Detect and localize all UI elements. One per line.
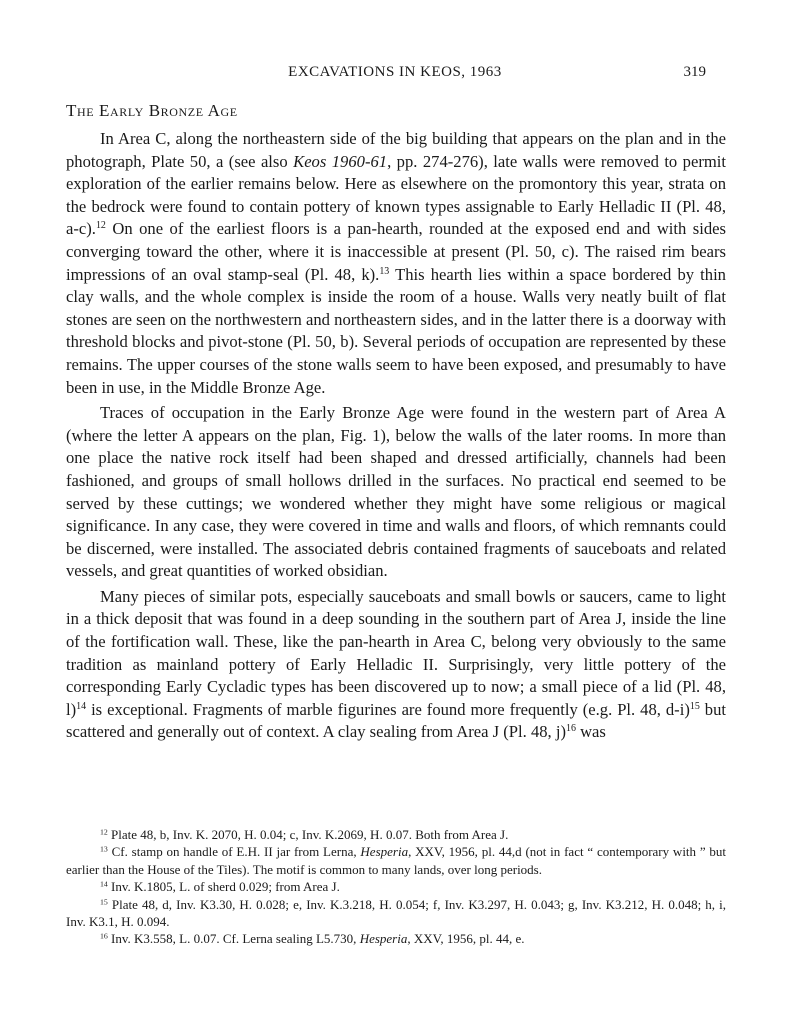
footnote-12 — [66, 826, 726, 843]
paragraph-text: , pp. 274-276), late walls were removed to permit exploration of the earlier remains below. Here as elsewhere on the promontory this year, strata on the bedrock were found to contain pottery of known types assignable to Early Helladic II (Pl. 48, a-c). — [66, 151, 726, 239]
footnote-text: Plate 48, b, Inv. K. 2070, H. 0.04; c, Inv. K.2069, H. 0.07. Both from Area J. — [111, 827, 509, 842]
paragraph-2: Traces of occupation in the Early Bronze Age were found in the western part of Area A (where the letter A appears on the plan, Fig. 1), below the walls of the later rooms. In more than one place the native rock itself had been shaped and dressed artificially, channels had been fashioned, and groups of small hollows drilled in the surfaces. No practical end seemed to be served by these cuttings; we wondered whether they might have some religious or magical significance. In any case, they were covered in time and walls and floors, of which remnants could be discerned, were installed. The associated debris contained fragments of sauceboats and related vessels, and great quantities of worked obsidian. — [66, 403, 726, 581]
page-header — [0, 64, 790, 84]
italic-title: Keos 1960-61 — [293, 151, 388, 171]
page-number: 319 — [683, 64, 706, 80]
footnote-number: 13 — [100, 844, 108, 854]
paragraph-text: In Area C, along the northeastern side of the big building that appears on the plan and in the photograph, Plate 50, a (see also — [66, 129, 726, 171]
footnote-text: Inv. K3.558, L. 0.07. Cf. Lerna sealing L5.730, — [111, 931, 360, 947]
footnote-text: Plate 48, d, Inv. K3.30, H. 0.028; e, Inv. K.3.218, H. 0.054; f, Inv. K3.297, H. 0.043; g, Inv. K3.212, H. 0.048; h, i, Inv. K3.1, H. 0.094. — [66, 896, 727, 930]
footnote-number: 16 — [100, 931, 108, 941]
paragraph-text: is exceptional. Fragments of marble figurines are found more frequently (e.g. Pl. 48, d-i) — [86, 699, 690, 719]
paragraph-text: was — [575, 722, 606, 742]
paragraph-3 — [66, 586, 726, 744]
footnote-text: , XXV, 1956, pl. 44,d (not in fact “ contemporary with ” but earlier than the House of the Tiles). The motif is common to many lands, over long periods. — [66, 844, 727, 877]
footnote-ref-16[interactable]: 16 — [565, 723, 576, 735]
footnote-number: 14 — [100, 879, 108, 889]
footnote-16 — [66, 930, 726, 947]
journal-title: Hesperia — [359, 931, 408, 947]
section-title: The Early Bronze Age — [66, 101, 238, 120]
footnote-text: , XXV, 1956, pl. 44, e. — [407, 931, 525, 947]
footnote-ref-13[interactable]: 13 — [379, 265, 390, 277]
footnote-ref-15[interactable]: 15 — [689, 700, 700, 712]
footnote-number: 15 — [100, 896, 108, 906]
footnote-number: 12 — [100, 827, 108, 837]
footnote-13 — [66, 843, 726, 878]
footnote-14 — [66, 878, 726, 895]
footnote-text: Inv. K.1805, L. of sherd 0.029; from Area J. — [111, 879, 340, 895]
journal-title: Hesperia — [360, 844, 409, 860]
paragraph-1 — [66, 128, 726, 399]
running-title: EXCAVATIONS IN KEOS, 1963 — [288, 64, 502, 80]
paragraph-text: but scattered and generally out of context. A clay sealing from Area J (Pl. 48, j) — [66, 699, 726, 742]
footnote-ref-12[interactable]: 12 — [95, 220, 106, 232]
footnotes — [66, 826, 726, 948]
footnote-ref-14[interactable]: 14 — [76, 700, 87, 712]
body-text — [66, 128, 726, 747]
paragraph-text: Many pieces of similar pots, especially sauceboats and small bowls or saucers, came to light in a thick deposit that was found in a deep sounding in the southern part of Area J, inside the line of the fortification wall. These, like the pan-hearth in Area C, belong very obviously to the same tradition as mainland pottery of Early Helladic II. Surprisingly, very little pottery of the corresponding Early Cycladic types has been discovered up to now; a small piece of a lid (Pl. 48, l) — [66, 586, 726, 719]
footnote-text: Cf. stamp on handle of E.H. II jar from Lerna, — [111, 844, 361, 860]
paragraph-text: This hearth lies within a space bordered by thin clay walls, and the whole complex is inside the room of a house. Walls very neatly built of flat stones are seen on the northwestern and northeastern sides, and in the latter there is a doorway with threshold blocks and pivot-stone (Pl. 50, b). Several periods of occupation are represented by these remains. The upper courses of the stone walls seem to have been exposed, and presumably to have been in use, in the Middle Bronze Age. — [66, 264, 726, 397]
footnote-15 — [66, 896, 726, 931]
paragraph-text: On one of the earliest floors is a pan-hearth, rounded at the exposed end and with sides converging toward the other, where it is inaccessible at present (Pl. 50, c). The raised rim bears impressions of an oval stamp-seal (Pl. 48, k). — [66, 219, 726, 284]
